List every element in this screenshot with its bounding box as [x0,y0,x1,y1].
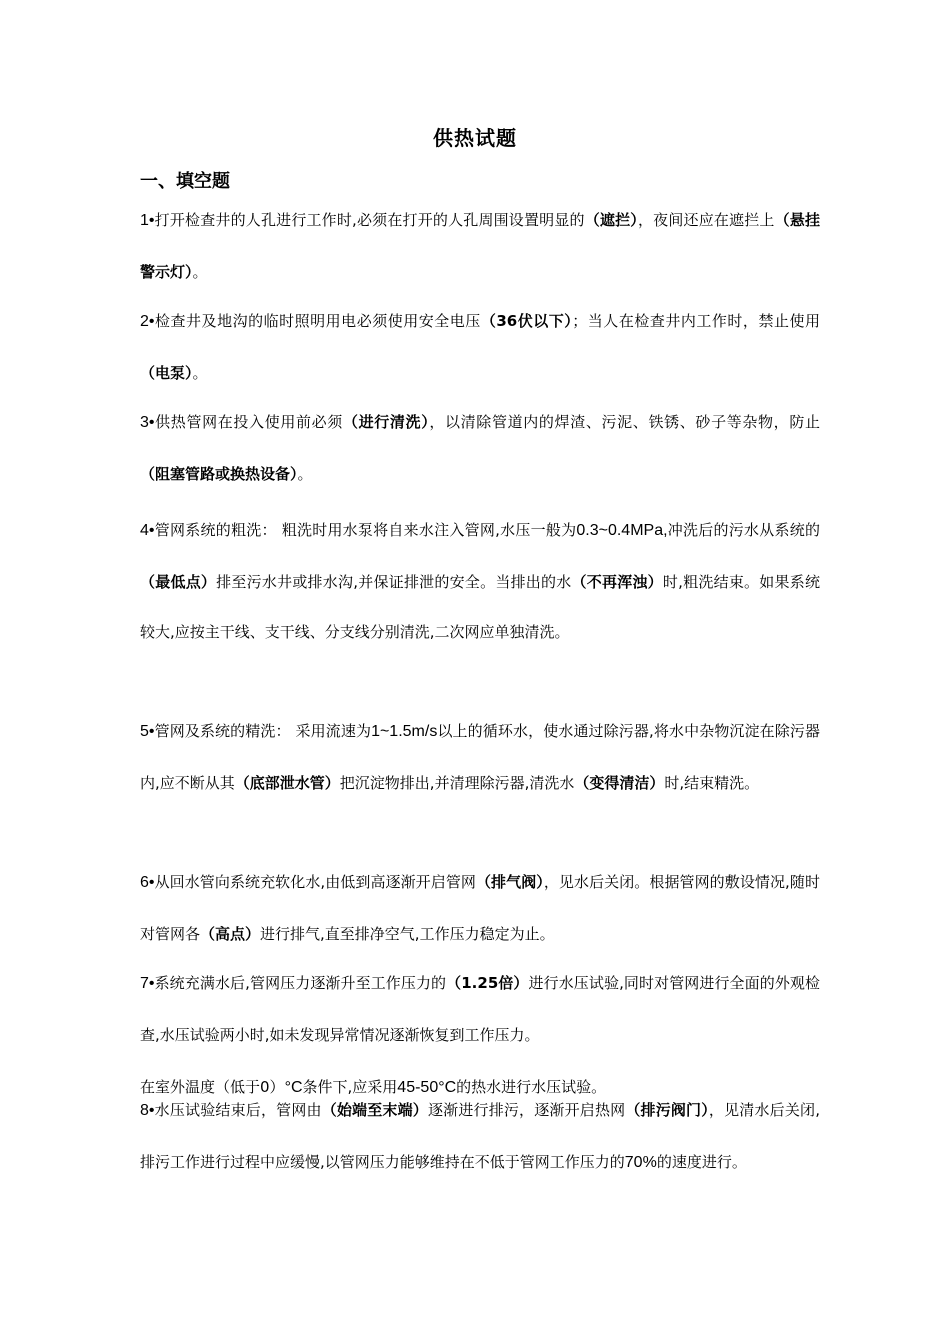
question-text: ，见水后关闭。根据管网的敷设情况,随时对管网各 [140,873,820,943]
answer-text: （进行清洗） [342,413,430,431]
answer-text: （高点） [200,924,261,943]
question-8 [140,1085,820,1188]
answer-text: （遮拦） [584,211,638,229]
question-text: 打开检查井的人孔进行工作时,必须在打开的人孔周围设置明显的 [154,211,585,229]
question-text: 的速度进行。 [656,1152,747,1171]
question-text: 时,结束精洗。 [664,773,760,792]
answer-text: （变得清洁） [574,773,665,792]
question-3 [140,397,820,499]
answer-text: （始端至末端） [321,1101,428,1119]
answer-text: （不再浑浊） [571,572,663,591]
question-text: 把沉淀物排出,并清理除污器,清洗水 [339,773,575,792]
document-title: 供热试题 [433,126,517,150]
question-2 [140,296,820,398]
question-text: 冲洗后的污水从系统的 [667,521,820,539]
value-text: °C [284,1079,303,1096]
answer-text: （低于0） [215,1078,285,1096]
question-1 [140,195,820,297]
question-number: 1• [140,212,155,229]
question-text: 从回水管向系统充软化水,由低到高逐渐开启管网 [154,873,476,891]
question-6 [140,857,820,959]
question-text: 进行水压试验,同时对管网进行全面的外观检查,水压试验两小时,如未发现异常情况逐渐恢复到工作压力。 [140,974,820,1044]
question-4 [140,505,820,658]
question-text: 。 [192,363,208,382]
value-text: 45-50°C [397,1079,457,1096]
question-number: 8• [140,1102,155,1119]
value-text: 1~1.5m/s [371,723,438,740]
answer-text: （阻塞管路或换热设备） [140,464,298,483]
question-number: 2• [140,313,155,330]
note-text: 的热水进行水压试验。 [456,1078,607,1096]
question-text: 。 [297,464,313,483]
question-text: 。 [192,262,208,281]
answer-text: （悬挂警示灯） [140,211,820,281]
answer-text: （排污阀门） [625,1101,709,1119]
question-text: 时,粗洗结束。如果系统较大,应按主干线、支干线、分支线分别清洗,二次网应单独清洗。 [140,572,820,641]
question-number: 3• [140,414,155,431]
question-text: 逐渐进行排污，逐渐开启热网 [427,1101,626,1119]
question-text: 系统充满水后,管网压力逐渐升至工作压力的 [154,974,447,992]
answer-text: （36伏以下） [480,312,573,330]
question-text: 排至污水井或排水沟,并保证排泄的安全。当排出的水 [216,572,572,591]
question-text: 检查井及地沟的临时照明用电必须使用安全电压 [154,312,481,330]
question-number: 6• [140,874,155,891]
question-5 [140,706,820,808]
question-text: ；当人在检查井内工作时，禁止使用 [572,312,820,330]
question-text: ，见清水后关闭,排污工作进行过程中应缓慢,以管网压力能够维持在不低于管网工作压力的 [140,1101,820,1171]
note-text: 条件下,应采用 [302,1078,398,1096]
answer-text: （最低点） [140,572,217,591]
answer-text: （排气阀） [475,873,544,891]
answer-text: （底部泄水管） [234,773,340,792]
section-heading: 一、填空题 [140,171,230,192]
question-7 [140,958,820,1060]
question-text: 管网及系统的精洗： 采用流速为 [154,722,372,740]
question-text: 以上的循环水，使水通过除污器,将水中杂物沉淀在除污器内,应不断从其 [140,722,820,792]
answer-text: （电泵） [140,363,193,382]
note-text: 在室外温度 [140,1078,216,1096]
question-text: 水压试验结束后，管网由 [154,1101,322,1119]
question-number: 5• [140,723,155,740]
answer-text: （1.25倍） [446,974,529,992]
question-text: ，以清除管道内的焊渣、污泥、铁锈、砂子等杂物，防止 [429,413,820,431]
value-text: 0.3~0.4MPa, [576,522,668,539]
question-text: ，夜间还应在遮拦上 [637,211,775,229]
question-number: 7• [140,975,155,992]
question-text: 管网系统的粗洗： 粗洗时用水泵将自来水注入管网,水压一般为 [154,521,577,539]
question-number: 4• [140,522,155,539]
question-text: 供热管网在投入使用前必须 [154,413,343,431]
value-text: 70% [624,1153,657,1171]
question-text: 进行排气,直至排净空气,工作压力稳定为止。 [260,924,555,943]
